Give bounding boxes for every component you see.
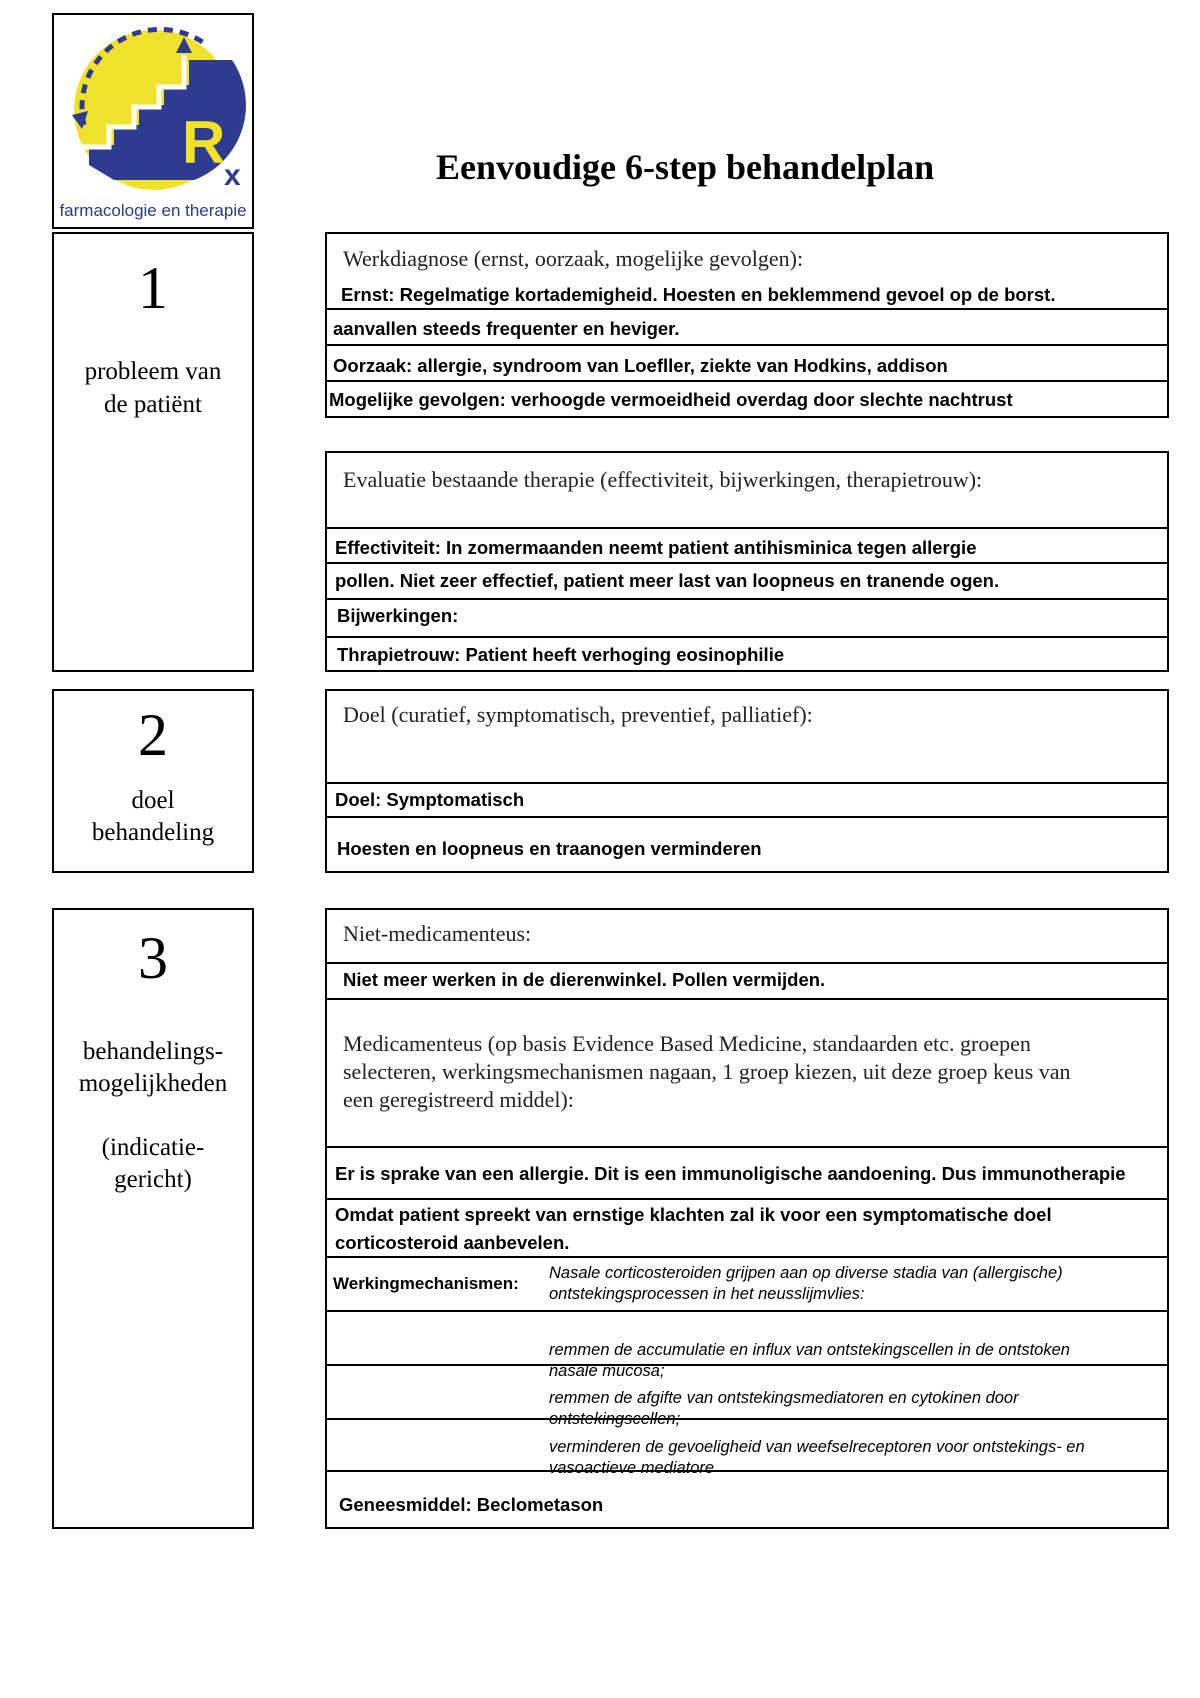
evaluatie-row: Thrapietrouw: Patient heeft verhoging eosinophilie (337, 644, 785, 665)
step-3-label-line: (indicatie- (101, 1134, 205, 1161)
doel-header: Doel (curatief, symptomatisch, preventief, palliatief): (343, 702, 813, 727)
logo-mark (54, 15, 252, 227)
geneesmiddel-row: Geneesmiddel: Beclometason (339, 1494, 604, 1515)
logo-box (52, 13, 254, 229)
werking-label: Werkingmechanismen: (333, 1274, 519, 1293)
row-divider (327, 816, 1167, 818)
step-1-box (52, 232, 254, 672)
step-1-label-line: probleem van (84, 358, 222, 385)
medicamenteus-header-line: Medicamenteus (op basis Evidence Based Medicine, standaarden etc. groepen (343, 1031, 1031, 1056)
row-divider (327, 998, 1167, 1000)
logo-r: R (182, 109, 226, 176)
werking-line: nasale mucosa; (549, 1362, 665, 1380)
werkdiagnose-box (325, 232, 1169, 418)
logo-x: x (224, 159, 241, 192)
werking-line: ontstekingsprocessen in het neusslijmvlies: (549, 1285, 865, 1303)
row-divider (327, 1470, 1167, 1472)
row-divider (327, 1198, 1167, 1200)
row-divider (327, 1146, 1167, 1148)
werkdiagnose-row: Oorzaak: allergie, syndroom van Loefller, ziekte van Hodkins, addison (333, 355, 948, 376)
omdat-line: corticosteroid aanbevelen. (335, 1232, 570, 1253)
step-2-label-line: doel (131, 787, 175, 814)
omdat-line: Omdat patient spreekt van ernstige klachten zal ik voor een symptomatische doel (335, 1204, 1052, 1225)
step-3-number: 3 (138, 925, 168, 991)
evaluatie-row: pollen. Niet zeer effectief, patient meer last van loopneus en tranende ogen. (335, 570, 1000, 591)
row-divider (327, 1310, 1167, 1312)
step-3-label-line: behandelings- (82, 1038, 224, 1065)
step-3-box (52, 908, 254, 1529)
evaluatie-header: Evaluatie bestaande therapie (effectiviteit, bijwerkingen, therapietrouw): (343, 467, 983, 492)
werkdiagnose-row: aanvallen steeds frequenter en heviger. (333, 318, 680, 339)
werking-line: ontstekingscellen; (549, 1410, 681, 1428)
row-divider (327, 308, 1167, 310)
step-2-label-line: behandeling (91, 819, 215, 846)
doel-box (325, 689, 1169, 873)
werking-line: Nasale corticosteroiden grijpen aan op diverse stadia van (allergische) (549, 1264, 1063, 1282)
step-1-number: 1 (138, 255, 168, 321)
evaluatie-box (325, 451, 1169, 672)
doel-row: Doel: Symptomatisch (335, 789, 525, 810)
page-title: Eenvoudige 6-step behandelplan (436, 147, 935, 187)
allergie-row: Er is sprake van een allergie. Dit is een immunoligische aandoening. Dus immunotherapie (335, 1163, 1126, 1184)
step-2-box (52, 689, 254, 873)
row-divider (327, 1256, 1167, 1258)
werkdiagnose-row: Ernst: Regelmatige kortademigheid. Hoesten en beklemmend gevoel op de borst. (341, 284, 1056, 305)
row-divider (327, 1418, 1167, 1420)
step-3-label-line: gericht) (114, 1166, 192, 1193)
step-1-label-line: de patiënt (104, 391, 202, 418)
evaluatie-row: Bijwerkingen: (337, 605, 459, 626)
row-divider (327, 380, 1167, 382)
werking-line: remmen de accumulatie en influx van ontstekingscellen in de ontstoken (549, 1341, 1070, 1359)
step-3-label-line: mogelijkheden (78, 1070, 228, 1097)
niet-medicamenteus-row: Niet meer werken in de dierenwinkel. Pollen vermijden. (343, 969, 826, 990)
evaluatie-row: Effectiviteit: In zomermaanden neemt patient antihisminica tegen allergie (335, 537, 977, 558)
werking-line: remmen de afgifte van ontstekingsmediatoren en cytokinen door (549, 1389, 1019, 1407)
doel-row: Hoesten en loopneus en traanogen verminderen (337, 838, 762, 859)
niet-medicamenteus-header: Niet-medicamenteus: (343, 921, 532, 946)
medicamenteus-header-line: een geregistreerd middel): (343, 1087, 574, 1112)
row-divider (327, 344, 1167, 346)
row-divider (327, 782, 1167, 784)
row-divider (327, 962, 1167, 964)
logo-caption: farmacologie en therapie (59, 201, 247, 220)
medicamenteus-header-line: selecteren, werkingsmechanismen nagaan, 1 groep kiezen, uit deze groep keus van (343, 1059, 1071, 1084)
row-divider (327, 1364, 1167, 1366)
row-divider (327, 598, 1167, 600)
row-divider (327, 562, 1167, 564)
step-2-number: 2 (138, 702, 168, 768)
opties-box (325, 908, 1169, 1529)
werking-line: verminderen de gevoeligheid van weefselreceptoren voor ontstekings- en (549, 1438, 1085, 1456)
row-divider (327, 527, 1167, 529)
werking-line: vasoactieve mediatore (549, 1459, 715, 1477)
werkdiagnose-header: Werkdiagnose (ernst, oorzaak, mogelijke gevolgen): (343, 246, 804, 271)
row-divider (327, 636, 1167, 638)
werkdiagnose-row: Mogelijke gevolgen: verhoogde vermoeidheid overdag door slechte nachtrust (329, 389, 1013, 410)
